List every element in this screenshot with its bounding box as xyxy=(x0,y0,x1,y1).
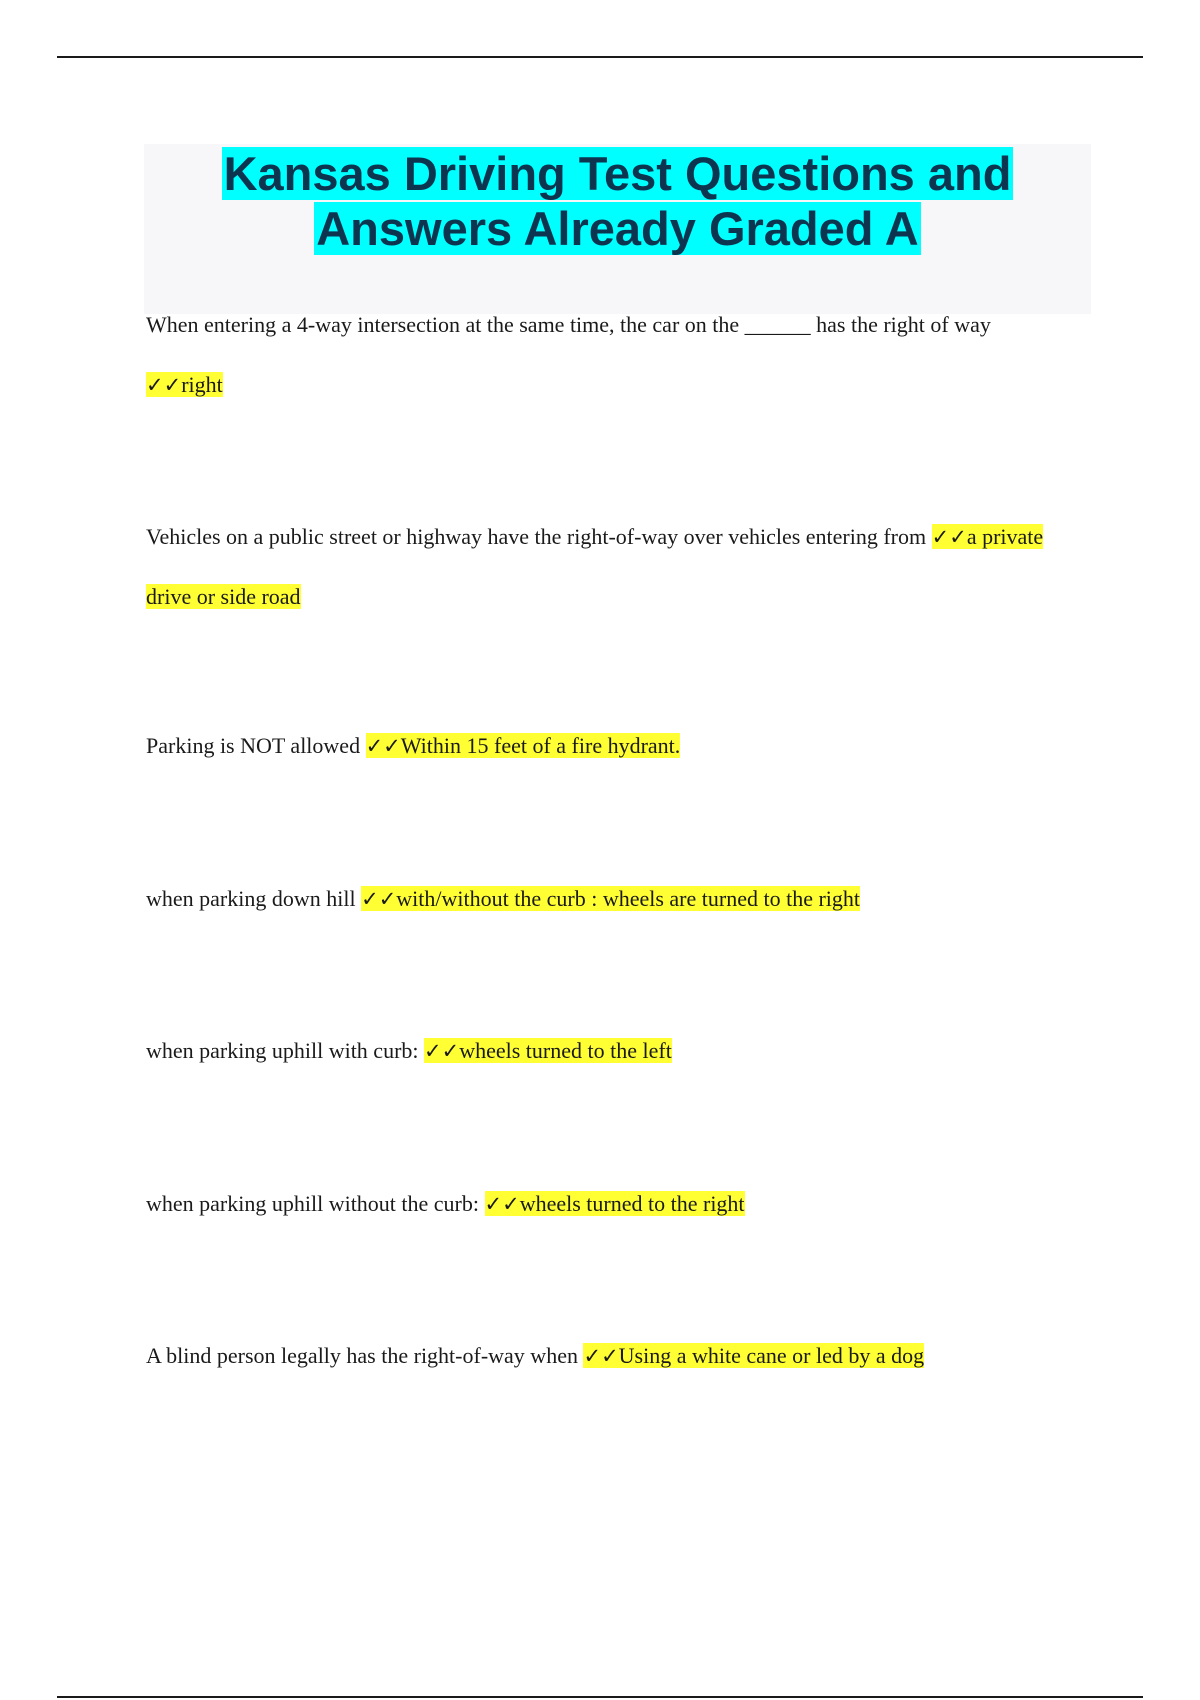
qa-item-1 xyxy=(146,295,1086,415)
top-rule xyxy=(57,56,1143,58)
title-block xyxy=(144,144,1091,314)
answer-highlight xyxy=(366,733,681,758)
question-text: When entering a 4-way intersection at the same time, the car on the ______ has the right of way xyxy=(146,312,991,337)
answer-highlight xyxy=(485,1191,745,1216)
document-title xyxy=(144,144,1091,256)
answer-highlight xyxy=(424,1038,672,1063)
question-text: when parking uphill with curb: xyxy=(146,1038,419,1063)
question-text: when parking uphill without the curb: xyxy=(146,1191,479,1216)
answer-text: Using a white cane or led by a dog xyxy=(618,1343,925,1368)
answer-text: wheels turned to the right xyxy=(519,1191,745,1216)
answer-text: wheels turned to the left xyxy=(459,1038,672,1063)
double-check-icon: ✓✓ xyxy=(365,734,401,758)
double-check-icon: ✓✓ xyxy=(583,1344,619,1368)
double-check-icon: ✓✓ xyxy=(484,1192,520,1216)
qa-item-2 xyxy=(146,507,1086,627)
qa-item-3 xyxy=(146,716,1086,776)
double-check-icon: ✓✓ xyxy=(361,887,397,911)
answer-highlight xyxy=(583,1343,924,1368)
qa-item-4 xyxy=(146,869,1086,929)
answer-highlight xyxy=(361,886,860,911)
answer-text: a private drive or side road xyxy=(146,524,1044,609)
title-line-1: Kansas Driving Test Questions and xyxy=(223,147,1012,200)
question-text: Vehicles on a public street or highway have the right-of-way over vehicles entering from xyxy=(146,524,927,549)
double-check-icon: ✓✓ xyxy=(931,525,967,549)
answer-highlight xyxy=(146,372,223,397)
qa-item-6 xyxy=(146,1174,1086,1234)
question-text: when parking down hill xyxy=(146,886,356,911)
question-text: Parking is NOT allowed xyxy=(146,733,361,758)
answer-text: with/without the curb : wheels are turned to the right xyxy=(396,886,861,911)
double-check-icon: ✓✓ xyxy=(146,373,182,397)
answer-text: Within 15 feet of a fire hydrant. xyxy=(400,733,681,758)
qa-item-5 xyxy=(146,1021,1086,1081)
answer-text: right xyxy=(181,372,223,397)
title-line-2: Answers Already Graded A xyxy=(316,202,919,255)
qa-item-7 xyxy=(146,1326,1086,1386)
question-text: A blind person legally has the right-of-way when xyxy=(146,1343,578,1368)
bottom-rule xyxy=(57,1696,1143,1698)
double-check-icon: ✓✓ xyxy=(424,1039,460,1063)
